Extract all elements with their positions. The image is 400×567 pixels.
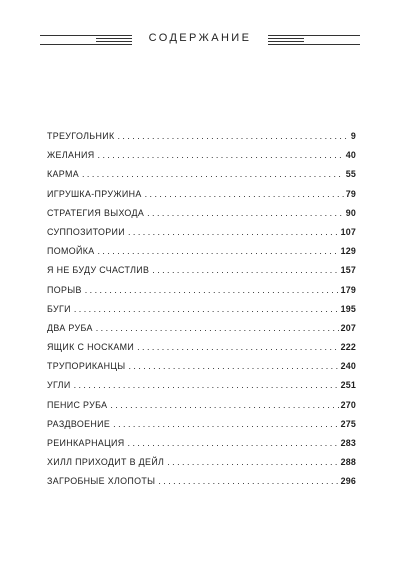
toc-entry-page-number: 55	[345, 169, 356, 180]
toc-entry-title: ПОРЫВ	[47, 284, 82, 295]
dot-leader	[167, 457, 338, 467]
dot-leader	[128, 438, 339, 448]
toc-entry[interactable]	[47, 246, 356, 265]
toc-entry[interactable]	[47, 438, 356, 457]
dot-leader	[145, 189, 344, 199]
toc-entry-page-number: 9	[350, 131, 356, 141]
toc-entry-page-number: 288	[340, 457, 356, 468]
toc-entry[interactable]	[47, 208, 356, 227]
toc-entry-page-number: 240	[340, 361, 356, 372]
toc-entry-title: ЖЕЛАНИЯ	[47, 150, 95, 161]
header-right-ornament	[268, 35, 360, 45]
dot-leader	[96, 323, 339, 333]
header-left-ornament	[40, 35, 132, 45]
dot-leader	[98, 246, 339, 256]
toc-entry-title: ИГРУШКА-ПРУЖИНА	[47, 188, 142, 199]
toc-entry[interactable]	[47, 476, 356, 495]
dot-leader	[85, 285, 339, 295]
toc-entry[interactable]	[47, 169, 356, 188]
dot-leader	[117, 131, 348, 141]
toc-entry-title: ПЕНИС РУБА	[47, 399, 108, 410]
dot-leader	[82, 169, 344, 179]
toc-entry-title: СТРАТЕГИЯ ВЫХОДА	[47, 207, 145, 218]
toc-entry[interactable]	[47, 285, 356, 304]
dot-leader	[152, 265, 338, 275]
toc-entry-title: БУГИ	[47, 303, 71, 314]
page-title: СОДЕРЖАНИЕ	[148, 32, 252, 44]
toc-entry-page-number: 195	[340, 303, 356, 314]
toc-entry[interactable]	[47, 150, 356, 169]
toc-entry[interactable]	[47, 400, 356, 419]
toc-entry-page-number: 40	[345, 150, 356, 161]
toc-entry-title: ЗАГРОБНЫЕ ХЛОПОТЫ	[47, 476, 156, 487]
toc-entry-title: ДВА РУБА	[47, 322, 93, 333]
toc-entry[interactable]	[47, 361, 356, 380]
toc-entry-page-number: 275	[340, 418, 356, 429]
toc-entry-page-number: 107	[340, 226, 356, 237]
toc-entry-title: КАРМА	[47, 169, 79, 180]
dot-leader	[147, 208, 344, 218]
dot-leader	[74, 380, 339, 390]
toc-entry-page-number: 79	[345, 188, 356, 199]
toc-entry[interactable]	[47, 265, 356, 284]
toc-entry[interactable]	[47, 342, 356, 361]
toc-entry[interactable]	[47, 323, 356, 342]
toc-entry-page-number: 222	[340, 342, 356, 353]
dot-leader	[137, 342, 338, 352]
dot-leader	[158, 476, 338, 486]
toc-entry-page-number: 251	[340, 380, 356, 391]
toc-entry-page-number: 270	[340, 399, 356, 410]
toc-entry-page-number: 90	[345, 207, 356, 218]
toc-entry[interactable]	[47, 419, 356, 438]
toc-entry-page-number: 157	[340, 265, 356, 276]
toc-entry-title: ТРУПОРИКАНЦЫ	[47, 361, 126, 372]
toc-entry-page-number: 207	[340, 322, 356, 333]
toc-entry-title: Я НЕ БУДУ СЧАСТЛИВ	[47, 265, 150, 276]
toc-entry-title: ТРЕУГОЛЬНИК	[47, 131, 115, 141]
toc-entry[interactable]	[47, 304, 356, 323]
dot-leader	[110, 400, 338, 410]
table-of-contents	[47, 131, 356, 496]
toc-entry-page-number: 296	[340, 476, 356, 487]
dot-leader	[98, 150, 344, 160]
toc-entry-page-number: 129	[340, 246, 356, 257]
toc-entry-title: РАЗДВОЕНИЕ	[47, 418, 111, 429]
dot-leader	[128, 227, 339, 237]
toc-entry-page-number: 179	[340, 284, 356, 295]
toc-entry-title: СУППОЗИТОРИИ	[47, 226, 125, 237]
toc-entry-title: ПОМОЙКА	[47, 246, 95, 257]
toc-entry-title: ХИЛЛ ПРИХОДИТ В ДЕЙЛ	[47, 457, 165, 468]
page-header	[40, 31, 360, 51]
dot-leader	[74, 304, 339, 314]
toc-entry[interactable]	[47, 457, 356, 476]
dot-leader	[113, 419, 338, 429]
toc-entry[interactable]	[47, 189, 356, 208]
toc-entry[interactable]	[47, 380, 356, 399]
toc-entry[interactable]	[47, 227, 356, 246]
dot-leader	[128, 361, 338, 371]
toc-entry[interactable]	[47, 131, 356, 150]
toc-entry-page-number: 283	[340, 438, 356, 448]
toc-entry-title: ЯЩИК С НОСКАМИ	[47, 342, 135, 353]
toc-entry-title: УГЛИ	[47, 380, 71, 391]
toc-entry-title: РЕИНКАРНАЦИЯ	[47, 438, 125, 448]
